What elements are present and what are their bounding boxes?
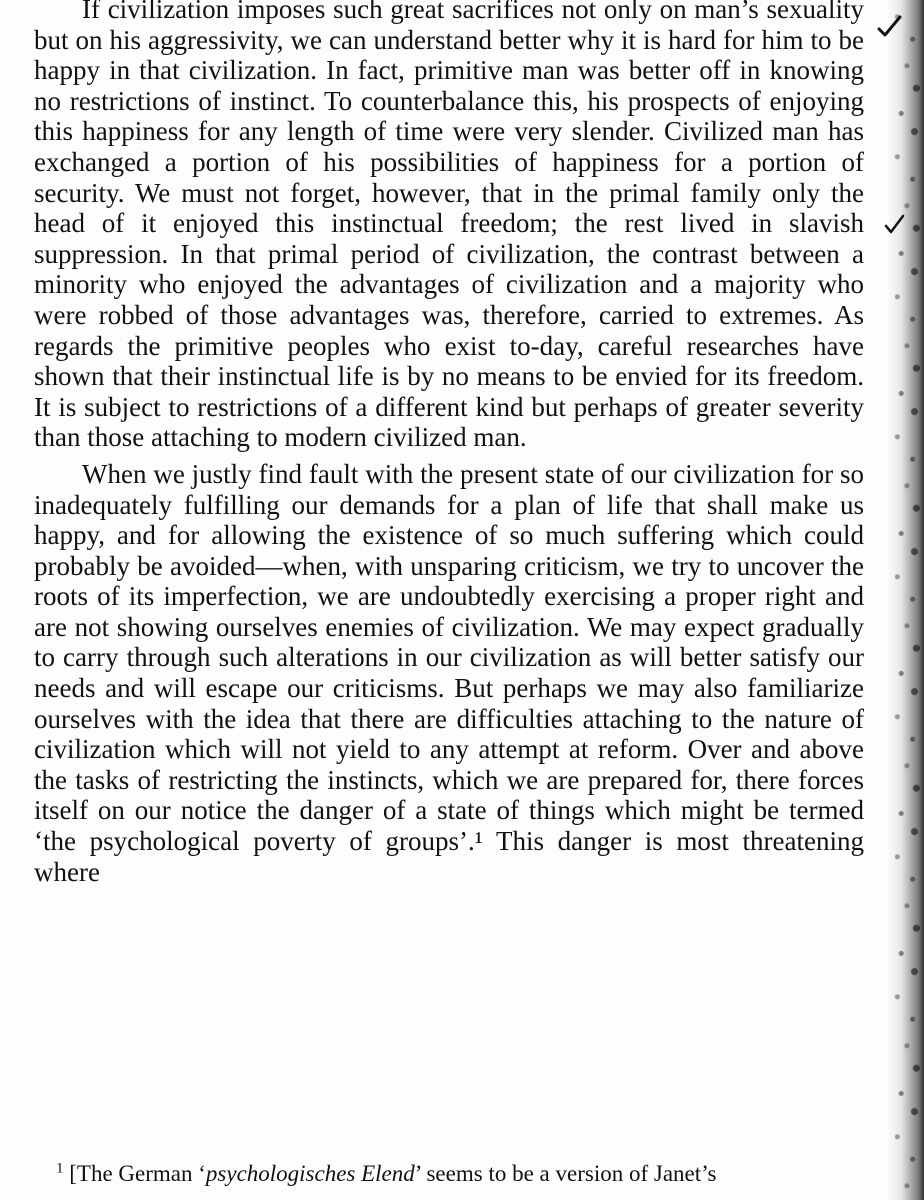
paragraph-1: If civilization imposes such great sacrifices not only on man’s sexuality but on his aggressivity, we can understand better why it is hard for him to be happy in that civilization. In fact, primitive man was better off in knowing no restrictions of instinct. To counterbalance this, his prospects of enjoying this happiness for any length of time were very slender. Civilized man has exchanged a portion of his possibilities of happiness for a portion of security. We must not forget, however, that in the primal family only the head of it enjoyed this instinctual freedom; the rest lived in slavish suppression. In that primal period of civilization, the contrast between a minority who enjoyed the advantages of civilization and a majority who were robbed of those advantages was, therefore, carried to extremes. As regards the primitive peoples who exist to-day, careful researches have shown that their instinctual life is by no means to be envied for its freedom. It is subject to restrictions of a different kind but perhaps of greater severity than those attaching to modern civilized man. [34, 0, 864, 453]
footnote-marker: 1 [56, 1160, 64, 1177]
body-text [34, 0, 864, 887]
footnote-text-start: [The German ‘ [69, 1161, 206, 1186]
footnote-emphasis: psychologisches Elend [205, 1161, 415, 1186]
paragraph-2: When we justly find fault with the present state of our civilization for so inadequately fulfilling our demands for a plan of life that shall make us happy, and for allowing the existence of so much suffering which could probably be avoided—when, with unsparing criticism, we try to uncover the roots of its imperfection, we are undoubtedly exercising a proper right and are not showing ourselves enemies of civilization. We may expect gradually to carry through such alterations in our civilization as will better satisfy our needs and will escape our criticisms. But perhaps we may also familiarize ourselves with the idea that there are difficulties attaching to the nature of civilization which will not yield to any attempt at reform. Over and above the tasks of restricting the instincts, which we are prepared for, there forces itself on our notice the danger of a state of things which might be termed ‘the psychological poverty of groups’.¹ This danger is most threatening where [34, 458, 864, 887]
scan-edge-noise [886, 0, 924, 1200]
footnote [56, 1160, 876, 1188]
footnote-text-end: ’ seems to be a version of Janet’s [414, 1161, 717, 1186]
